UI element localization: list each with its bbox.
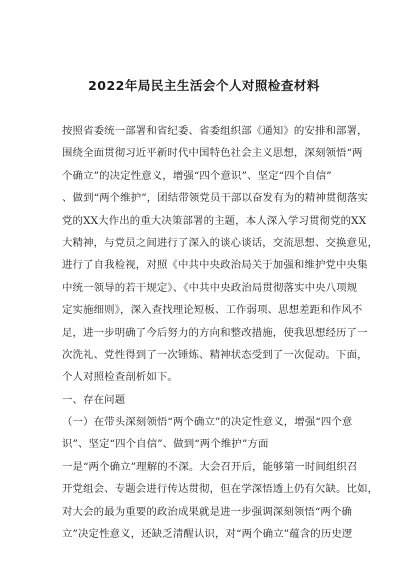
body-line-14: 开党组会、专题会进行传达贯彻，但在学深悟透上仍有欠缺。比如， (62, 483, 379, 496)
body-line-8: 中统一领导的若干规定》、《中共中央政治局贯彻落实中央八项规 (62, 281, 358, 294)
body-line-4: 、做到“两个维护”，团结带领党员干部以奋发有为的精神贯彻落实 (62, 192, 369, 205)
body-line-6: 大精神，与党员之间进行了深入的谈心谈话，交流思想、交换意见， (62, 236, 379, 249)
body-line-7: 进行了自我检视，对照《中共中央政治局关于加强和维护党中央集 (62, 259, 368, 272)
subsection-heading-line-2: 识”、坚定“四个自信”、做到“两个维护”方面 (62, 438, 269, 451)
body-line-2: 围绕全面贯彻习近平新时代中国特色社会主义思想，深刻领悟“两 (62, 147, 363, 160)
body-line-10: 足，进一步明确了今后努力的方向和整改措施，使我思想经历了一 (62, 326, 368, 339)
section-heading: 一、存在问题 (62, 393, 126, 406)
subsection-heading-line-1: （一）在带头深刻领悟“两个确立”的决定性意义，增强“四个意 (62, 416, 353, 429)
body-line-9: 定实施细则》，深入查找理论短板、工作弱项、思想差距和作风不 (62, 304, 363, 317)
document-body (62, 120, 379, 545)
body-line-3: 个确立”的决定性意义，增强“四个意识”、坚定“四个自信” (62, 169, 332, 182)
document-title: 2022年局民主生活会个人对照检查材料 (88, 78, 320, 93)
body-line-5: 党的XX大作出的重大决策部署的主题，本人深入学习贯彻党的XX (62, 214, 367, 227)
body-line-12: 个人对照检查剖析如下。 (62, 371, 178, 384)
body-line-16: 立”决定性意义，还缺乏清醒认识，对“两个确立”蕴含的历史逻 (62, 528, 353, 541)
body-line-15: 对大会的最为重要的政治成果就是进一步强调深刻领悟“两个确 (62, 505, 353, 518)
body-line-13: 一是“两个确立”理解的不深。大会召开后，能够第一时间组织召 (62, 460, 358, 473)
body-line-11: 次洗礼、党性得到了一次锤炼、精神状态受到了一次促动。下面， (62, 348, 368, 361)
body-line-1: 按照省委统一部署和省纪委、省委组织部《通知》的安排和部署， (62, 125, 368, 137)
